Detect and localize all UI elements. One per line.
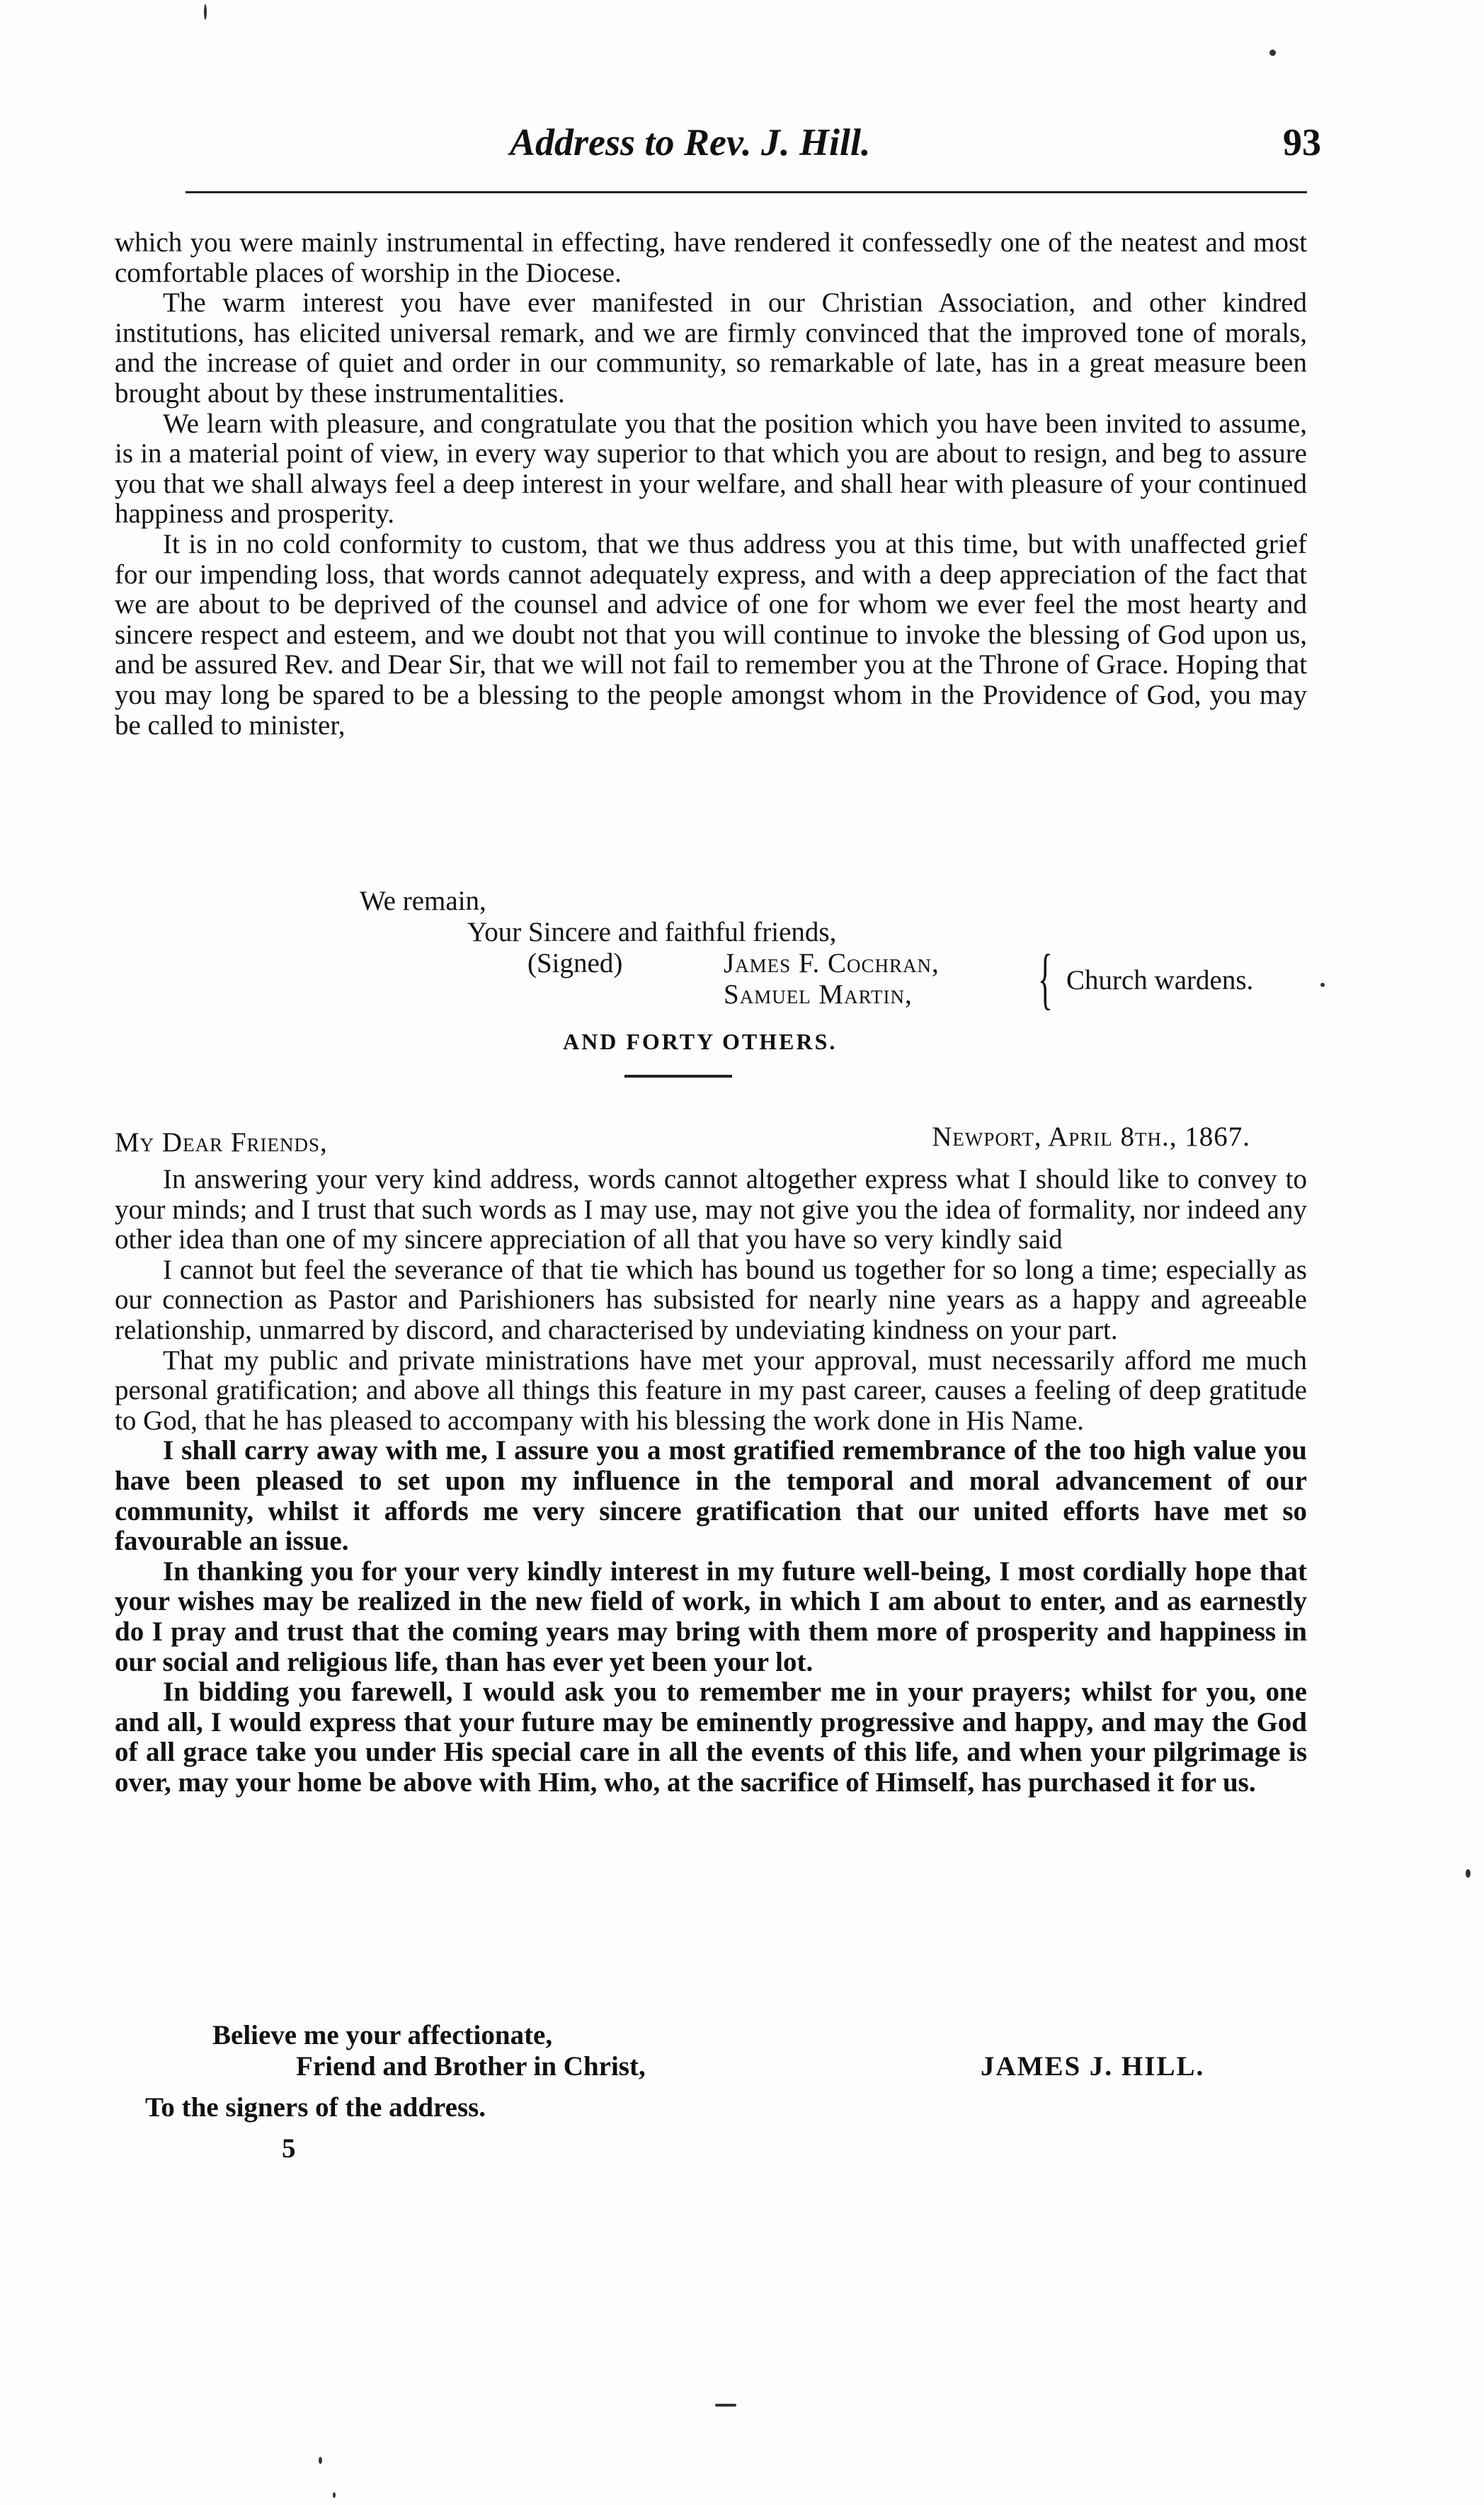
address-paragraph: We learn with pleasure, and congratulate you that the position which you have been invited to assume, is in a material point of view, in every way superior to that which you are about to resign, and beg to assure you that we shall always feel a deep interest in your welfare, and shall hear with pleasure of your continued happiness and prosperity. <box>115 408 1307 530</box>
church-wardens: Church wardens. <box>1066 965 1254 995</box>
letter-paragraph: In thanking you for your very kindly interest in my future well-being, I most cordially hope that your wishes may be realized in the new field of work, in which I am about to enter, and as earnestly do I pray and trust that the coming years may bring with them more of prosperity and happiness in our social and religious life, than has ever yet been your lot. <box>115 1556 1307 1677</box>
scan-speck <box>319 2457 322 2464</box>
letter-paragraph: I cannot but feel the severance of that tie which has bound us together for so long a time; especially as our connection as Pastor and Parishioners has subsisted for nearly nine years as a happy and agreeable relationship, unmarred by discord, and characterised by undeviating kindness on your part. <box>115 1254 1307 1345</box>
closing-line-1: Believe me your affectionate, <box>212 2020 553 2050</box>
scan-speck <box>333 2492 336 2498</box>
address-paragraph: The warm interest you have ever manifested in our Christian Association, and other kindred institutions, has elicited universal remark, and we are firmly convinced that the improved tone of morals, and the increase of quiet and order in our community, so remarkable of late, has in a great measure been brought about by these instrumentalities. <box>115 287 1307 409</box>
we-remain: We remain, <box>360 886 486 916</box>
scan-speck <box>1320 983 1325 987</box>
scan-speck <box>1466 1869 1471 1878</box>
scan-speck <box>204 4 207 20</box>
letter-paragraph: I shall carry away with me, I assure you a most gratified remembrance of the too high value you have been pleased to set upon my influence in the temporal and moral advancement of our community, whilst it affords me very sincere gratification that our united efforts have met so favourable an issue. <box>115 1435 1307 1557</box>
scan-speck <box>1269 50 1276 56</box>
signature: JAMES J. HILL. <box>981 2051 1205 2082</box>
address-paragraph: which you were mainly instrumental in effecting, have rendered it confessedly one of the neatest and most comfortable places of worship in the Diocese. <box>115 227 1307 288</box>
page-number: 93 <box>1283 121 1321 164</box>
letter-paragraph: That my public and private ministrations have met your approval, must necessarily afford me much personal gratification; and above all things this feature in my past career, causes a feeling of deep gratitude to God, that he has pleased to accompany with his blessing the work done in His Name. <box>115 1345 1307 1436</box>
address-paragraph: It is in no cold conformity to custom, that we thus address you at this time, but with unaffected grief for our impending loss, that words cannot adequately express, and with a deep appreciation of the fact that we are about to be deprived of the counsel and advice of one for whom we ever feel the most hearty and sincere respect and esteem, and we doubt not that you will continue to invoke the blessing of God upon us, and be assured Rev. and Dear Sir, that we will not fail to remember you at the Throne of Grace. Hoping that you may long be spared to be a blessing to the people amongst whom in the Providence of God, you may be called to minister, <box>115 528 1307 741</box>
signature-mark: 5 <box>282 2133 296 2164</box>
letter-paragraph: In bidding you farewell, I would ask you to remember me in your prayers; whilst for you, one and all, I would express that your future may be eminently progressive and happy, and may the God of all grace take you under His special care in all the events of this life, and when your pilgrimage is over, may your home be above with Him, who, at the sacrifice of Himself, has purchased it for us. <box>115 1677 1307 1798</box>
header-rule <box>186 191 1307 193</box>
running-title: Address to Rev. J. Hill. <box>510 121 871 164</box>
letter-body <box>115 1165 1307 1798</box>
brace-icon: { <box>1038 940 1053 1016</box>
addressee-line: To the signers of the address. <box>145 2092 486 2123</box>
signed-label: (Signed) <box>527 948 623 978</box>
signer-cochran: James F. Cochran, <box>724 948 940 978</box>
letter-paragraph: In answering your very kind address, words cannot altogether express what I should like to convey to your minds; and I trust that such words as I may use, may not give you the idea of formality, nor indeed any other idea than one of my sincere appreciation of all that you have so very kindly said <box>115 1164 1307 1255</box>
page-header <box>113 120 1321 170</box>
letter-date: Newport, April 8th., 1867. <box>932 1122 1250 1152</box>
closing-line-2: Friend and Brother in Christ, <box>296 2051 646 2082</box>
salutation: My Dear Friends, <box>115 1127 328 1158</box>
faithful-friends: Your Sincere and faithful friends, <box>467 917 837 947</box>
scan-speck <box>715 2404 736 2407</box>
forty-others: AND FORTY OTHERS. <box>563 1029 838 1054</box>
address-text <box>115 228 1307 741</box>
signer-martin: Samuel Martin, <box>724 979 913 1010</box>
section-rule <box>624 1075 732 1078</box>
